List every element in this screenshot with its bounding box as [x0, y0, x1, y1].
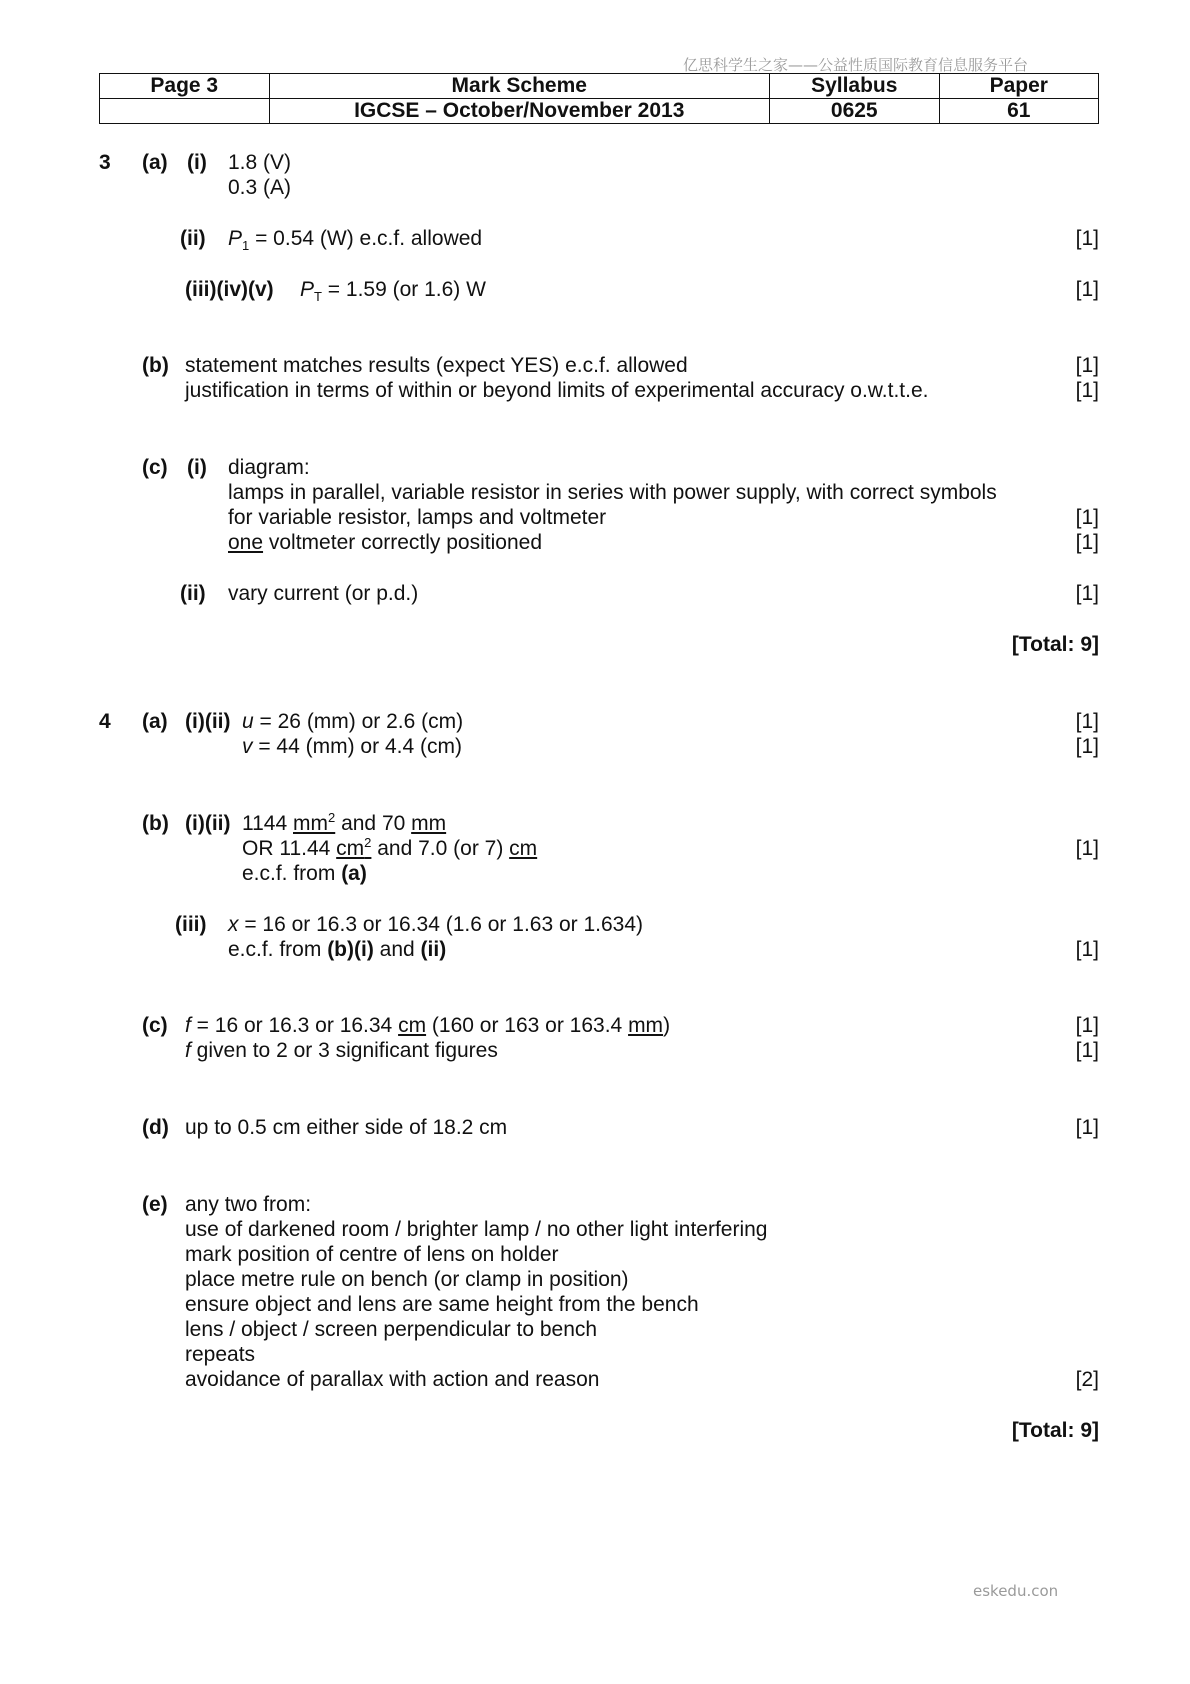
superscript: 2: [328, 810, 336, 825]
reference: (b)(i): [327, 938, 374, 961]
answer-line: [242, 861, 367, 887]
answer-line: vary current (or p.d.): [228, 582, 419, 605]
header-syllabus-code: 0625: [770, 99, 940, 124]
answer-text: and: [373, 938, 421, 961]
mark: [1]: [1075, 278, 1099, 301]
unit-text: mm: [293, 812, 328, 835]
unit: [293, 812, 335, 835]
mark: [1]: [1075, 735, 1099, 758]
answer-line: statement matches results (expect YES) e.c.f. allowed: [185, 354, 688, 377]
total: [Total: 9]: [1011, 633, 1099, 656]
answer-text: given to 2 or 3 significant figures: [190, 1039, 498, 1062]
answer-line: 0.3 (A): [228, 176, 292, 199]
answer-line: [300, 277, 486, 303]
subscript: T: [314, 289, 322, 305]
answer-text: ): [663, 1014, 671, 1037]
variable: f: [185, 1039, 191, 1062]
mark: [1]: [1075, 582, 1099, 605]
answer-line: for variable resistor, lamps and voltmeter: [228, 506, 607, 529]
mark: [1]: [1075, 227, 1099, 250]
part-label: (e): [142, 1193, 168, 1216]
answer-line: [228, 937, 446, 963]
mark: [2]: [1075, 1368, 1099, 1391]
part-label: (c): [142, 456, 168, 479]
answer-text: and 70: [335, 812, 412, 835]
answer-line: [242, 811, 446, 837]
unit: [336, 837, 371, 860]
answer-text: 1144: [242, 812, 293, 835]
mark: [1]: [1075, 710, 1099, 733]
part-label: (a): [142, 710, 168, 733]
part-label: (c): [142, 1014, 168, 1037]
answer-text: (160 or 163 or 163.4: [426, 1014, 629, 1037]
mark: [1]: [1075, 354, 1099, 377]
answer-line: avoidance of parallax with action and reason: [185, 1368, 600, 1391]
subpart-label: (iii)(iv)(v): [185, 278, 274, 301]
header-table: [99, 73, 1099, 124]
variable: x: [228, 913, 239, 936]
variable: P: [228, 227, 243, 250]
superscript: 2: [364, 835, 372, 850]
answer-text: and 7.0 (or 7): [371, 837, 510, 860]
answer-line: [242, 709, 463, 735]
answer-text: OR 11.44: [242, 837, 337, 860]
answer-line: diagram:: [228, 456, 310, 479]
answer-line: [185, 1013, 670, 1039]
answer-line: [228, 912, 643, 938]
answer-line: mark position of centre of lens on holder: [185, 1243, 559, 1266]
answer-line: [242, 734, 462, 760]
mark: [1]: [1075, 1014, 1099, 1037]
underlined-word: one: [228, 531, 264, 554]
answer-line: justification in terms of within or beyond limits of experimental accuracy o.w.t.t.e.: [185, 379, 929, 402]
answer-line: [228, 530, 542, 556]
question-number: 3: [99, 151, 111, 174]
header-page: Page 3: [100, 74, 270, 99]
question-number: 4: [99, 710, 111, 733]
subscript: 1: [242, 238, 250, 254]
reference: (a): [341, 862, 367, 885]
mark: [1]: [1075, 506, 1099, 529]
reference: (ii): [420, 938, 447, 961]
answer-line: use of darkened room / brighter lamp / no other light interfering: [185, 1218, 768, 1241]
mark: [1]: [1075, 837, 1099, 860]
answer-text: voltmeter correctly positioned: [263, 531, 542, 554]
subpart-label: (i)(ii): [185, 812, 231, 835]
header-paper: Paper: [939, 74, 1099, 99]
variable: u: [242, 710, 254, 733]
watermark-bottom: eskedu.con: [973, 1582, 1059, 1600]
answer-text: = 0.54 (W) e.c.f. allowed: [249, 227, 483, 250]
answer-text: = 44 (mm) or 4.4 (cm): [252, 735, 462, 758]
subpart-label: (iii): [175, 913, 207, 936]
part-label: (a): [142, 151, 168, 174]
answer-line: [185, 1038, 498, 1064]
subpart-label: (ii): [180, 582, 206, 605]
watermark-top: 亿思科学生之家——公益性质国际教育信息服务平台: [683, 56, 1029, 74]
variable: P: [300, 278, 315, 301]
header-exam-title: IGCSE – October/November 2013: [269, 99, 770, 124]
mark: [1]: [1075, 1116, 1099, 1139]
part-label: (d): [142, 1116, 169, 1139]
part-label: (b): [142, 812, 169, 835]
subpart-label: (i): [187, 151, 207, 174]
answer-line: place metre rule on bench (or clamp in position): [185, 1268, 629, 1291]
answer-line: [242, 836, 537, 862]
answer-line: ensure object and lens are same height from the bench: [185, 1293, 699, 1316]
header-syllabus: Syllabus: [770, 74, 940, 99]
part-label: (b): [142, 354, 169, 377]
answer-line: 1.8 (V): [228, 151, 292, 174]
unit: cm: [398, 1014, 427, 1037]
total: [Total: 9]: [1011, 1419, 1099, 1442]
subpart-label: (i): [187, 456, 207, 479]
header-page-value: [100, 99, 270, 124]
answer-text: = 16 or 16.3 or 16.34 (1.6 or 1.63 or 1.634): [238, 913, 644, 936]
answer-line: repeats: [185, 1343, 256, 1366]
subpart-label: (ii): [180, 227, 206, 250]
answer-text: = 1.59 (or 1.6) W: [321, 278, 486, 301]
variable: v: [242, 735, 253, 758]
unit: mm: [411, 812, 447, 835]
unit-text: cm: [336, 837, 365, 860]
answer-line: lamps in parallel, variable resistor in series with power supply, with correct symbols: [228, 481, 997, 504]
answer-line: up to 0.5 cm either side of 18.2 cm: [185, 1116, 508, 1139]
answer-text: e.c.f. from: [228, 938, 328, 961]
variable: f: [185, 1014, 191, 1037]
header-mark-scheme: Mark Scheme: [269, 74, 770, 99]
answer-text: = 26 (mm) or 2.6 (cm): [253, 710, 464, 733]
unit: mm: [628, 1014, 664, 1037]
answer-line: lens / object / screen perpendicular to bench: [185, 1318, 598, 1341]
answer-text: e.c.f. from: [242, 862, 342, 885]
mark: [1]: [1075, 379, 1099, 402]
mark: [1]: [1075, 1039, 1099, 1062]
answer-line: any two from:: [185, 1193, 312, 1216]
mark: [1]: [1075, 531, 1099, 554]
mark: [1]: [1075, 938, 1099, 961]
subpart-label: (i)(ii): [185, 710, 231, 733]
answer-text: = 16 or 16.3 or 16.34: [190, 1014, 399, 1037]
header-paper-number: 61: [939, 99, 1099, 124]
unit: cm: [509, 837, 538, 860]
answer-line: [228, 226, 482, 252]
